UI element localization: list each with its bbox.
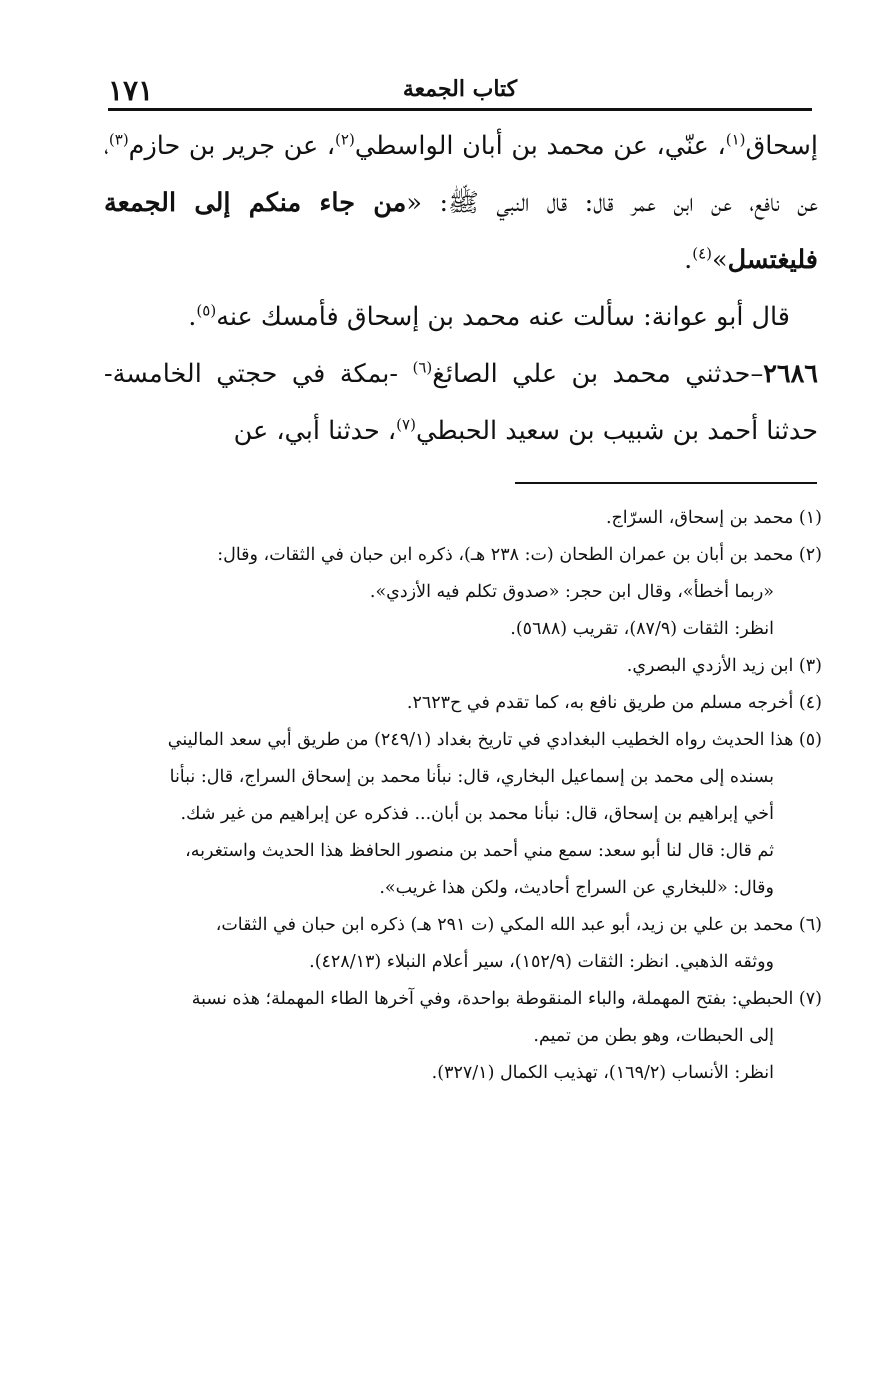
paragraph-1 [104,118,818,289]
text-span: ، حدثنا أبي، عن [233,416,397,446]
text-span: إسحاق [745,131,818,161]
text-span: . [188,302,197,332]
hadith-text: من جاء منكم إلى الجمعة فليغتسل [104,188,818,275]
footnote-2-line: «ربما أخطأ»، وقال ابن حجر: «صدوق تكلم فيه الأزدي». [369,582,774,602]
text-span: -بمكة في حجتي الخامسة- حدثنا أحمد بن شبيب بن سعيد الحبطي [104,359,818,446]
footnote-ref[interactable]: (٤) [692,244,712,263]
footnotes [104,500,822,1092]
main-text [104,118,818,460]
running-title: كتاب الجمعة [402,76,518,102]
footnote-5-line: ثم قال: قال لنا أبو سعد: سمع مني أحمد بن منصور الحافظ هذا الحديث واستغربه، [185,841,774,861]
footnote-1: (١) محمد بن إسحاق، السرّاج. [605,508,822,528]
footnote-ref[interactable]: (٣) [108,130,129,149]
text-span: ، عن نافع، عن ابن عمر قال: قال النبي ﷺ: « [104,131,818,218]
footnote-5-line: وقال: «للبخاري عن السراج أحاديث، ولكن هذا غريب». [379,878,774,898]
text-span: ، عنّي، عن محمد بن أبان الواسطي [354,131,726,161]
text-span: –حدثني محمد بن علي الصائغ [432,359,764,389]
footnote-5-line: بسنده إلى محمد بن إسماعيل البخاري، قال: نبأنا محمد بن إسحاق السراج، قال: نبأنا [169,767,774,787]
footnote-6-line: ووثقه الذهبي. انظر: الثقات (١٥٢/٩)، سير أعلام النبلاء (٤٢٨/١٣). [309,952,774,972]
text-span: ، عن جرير بن حازم [128,131,336,161]
page-number: ١٧١ [108,74,154,107]
footnote-7: (٧) الحبطي: بفتح المهملة، والباء المنقوطة بواحدة، وفي آخرها الطاء المهملة؛ هذه نسبة [191,989,822,1009]
page-header [108,74,812,107]
text-span: » [712,245,728,275]
footnote-ref[interactable]: (٦) [412,358,433,377]
footnote-4: (٤) أخرجه مسلم من طريق نافع به، كما تقدم في ح٢٦٢٣. [406,693,822,713]
header-rule [108,108,812,111]
footnote-7-line: إلى الحبطات، وهو بطن من تميم. [533,1026,774,1046]
footnote-ref[interactable]: (٧) [396,415,416,434]
footnote-7-line: انظر: الأنساب (١٦٩/٢)، تهذيب الكمال (٣٢٧/١). [431,1063,774,1083]
text-span: . [684,245,693,275]
footnote-ref[interactable]: (٢) [335,130,355,149]
footnote-ref[interactable]: (٥) [196,301,217,320]
footnote-separator [515,482,817,484]
footnote-ref[interactable]: (١) [725,130,746,149]
paragraph-2 [104,289,818,346]
footnote-6: (٦) محمد بن علي بن زيد، أبو عبد الله المكي (ت ٢٩١ هـ) ذكره ابن حبان في الثقات، [215,915,822,935]
paragraph-3 [104,346,818,460]
footnote-2-line: انظر: الثقات (٨٧/٩)، تقريب (٥٦٨٨). [510,619,774,639]
hadith-number: ٢٦٨٦ [763,359,818,389]
footnote-2: (٢) محمد بن أبان بن عمران الطحان (ت: ٢٣٨ هـ)، ذكره ابن حبان في الثقات، وقال: [217,545,822,565]
footnote-5: (٥) هذا الحديث رواه الخطيب البغدادي في تاريخ بغداد (٢٤٩/١) من طريق أبي سعد الماليني [167,730,822,750]
footnote-5-line: أخي إبراهيم بن إسحاق، قال: نبأنا محمد بن أبان... فذكره عن إبراهيم من غير شك. [180,804,774,824]
text-span: قال أبو عوانة: سألت عنه محمد بن إسحاق فأمسك عنه [216,302,790,332]
footnote-3: (٣) ابن زيد الأزدي البصري. [626,656,822,676]
